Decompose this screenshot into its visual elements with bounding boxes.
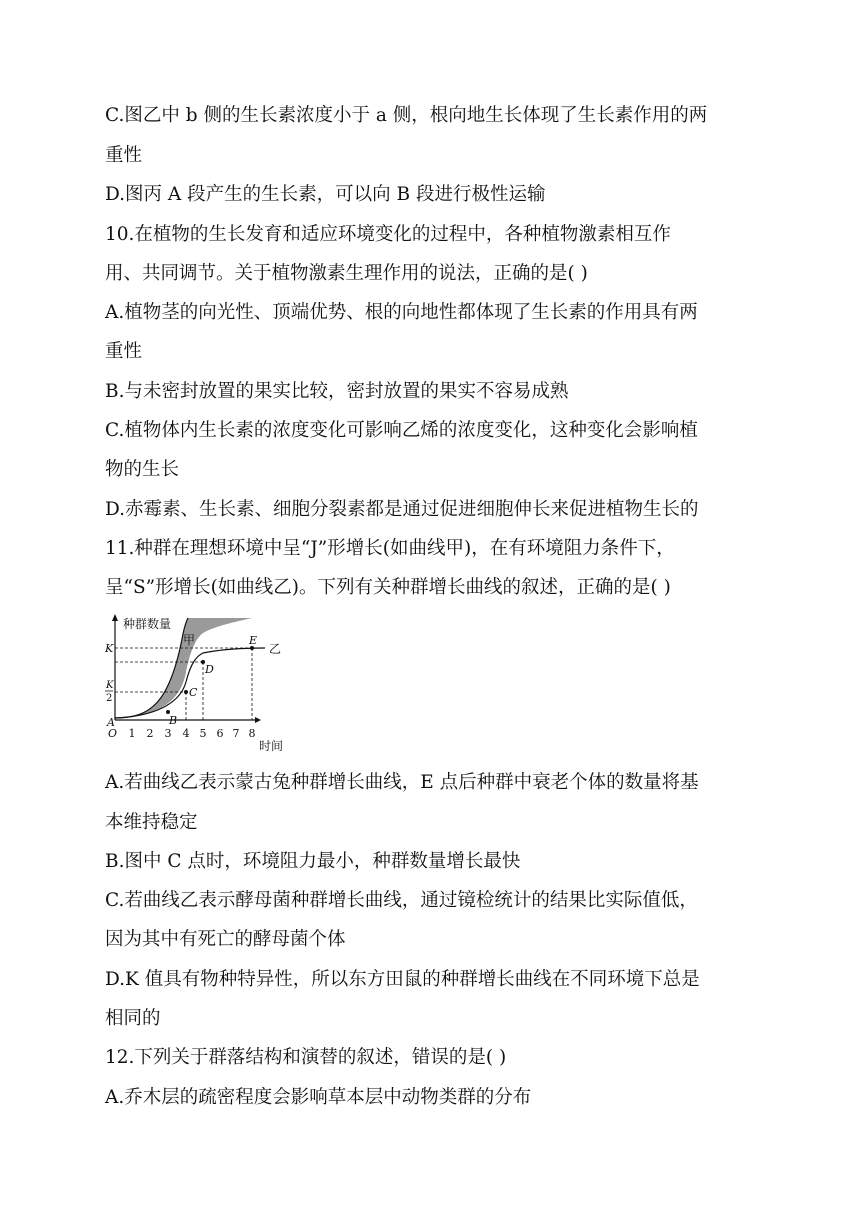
point-c-label: C	[189, 686, 198, 699]
population-growth-figure	[105, 612, 295, 754]
option-a: A.植物茎的向光性、顶端优势、根的向地性都体现了生长素的作用具有两	[105, 302, 698, 323]
x-tick-label: 6	[216, 727, 224, 740]
question-11-stem: 11.种群在理想环境中呈“J”形增长(如曲线甲)，在有环境阻力条件下，	[105, 538, 675, 559]
k-half-denominator: 2	[106, 693, 113, 704]
option-d: D.赤霉素、生长素、细胞分裂素都是通过促进细胞伸长来促进植物生长的	[105, 499, 699, 520]
option-a: A.若曲线乙表示蒙古兔种群增长曲线，E 点后种群中衰老个体的数量将基	[105, 772, 699, 793]
point-e-label: E	[249, 634, 258, 647]
text-line: 呈“S”形增长(如曲线乙)。下列有关种群增长曲线的叙述，正确的是( )	[105, 577, 671, 598]
k-half-numerator: K	[106, 680, 114, 691]
text-line: 相同的	[105, 1008, 161, 1029]
point-b-label: B	[169, 714, 178, 727]
x-axis-arrow	[255, 717, 261, 723]
point-c	[184, 690, 188, 694]
k-label: K	[105, 642, 114, 655]
text-line: C.图乙中 b 侧的生长素浓度小于 a 侧，根向地生长体现了生长素作用的两	[105, 105, 708, 126]
text-line: 本维持稳定	[105, 812, 198, 833]
text-line: D.图丙 A 段产生的生长素，可以向 B 段进行极性运输	[105, 184, 546, 205]
y-axis-arrow	[112, 614, 118, 621]
x-tick-label: 5	[199, 727, 207, 740]
curve-s	[115, 648, 265, 718]
option-c: C.植物体内生长素的浓度变化可影响乙烯的浓度变化，这种变化会影响植	[105, 420, 698, 441]
question-10-stem: 10.在植物的生长发育和适应环境变化的过程中，各种植物激素相互作	[105, 224, 671, 245]
x-tick-label: 4	[182, 727, 190, 740]
x-tick-label: 7	[232, 727, 240, 740]
option-a: A.乔木层的疏密程度会影响草本层中动物类群的分布	[105, 1087, 532, 1108]
text-line: 因为其中有死亡的酵母菌个体	[105, 929, 346, 950]
text-line: 用、共同调节。关于植物激素生理作用的说法，正确的是( )	[105, 263, 588, 284]
x-tick-label: 3	[164, 727, 172, 740]
x-axis-label: 时间	[259, 739, 284, 753]
y-axis-label: 种群数量	[123, 617, 172, 631]
option-b: B.与未密封放置的果实比较，密封放置的果实不容易成熟	[105, 381, 569, 402]
option-d: D.K 值具有物种特异性，所以东方田鼠的种群增长曲线在不同环境下总是	[105, 969, 700, 990]
text-line: 重性	[105, 341, 143, 362]
option-b: B.图中 C 点时，环境阻力最小，种群数量增长最快	[105, 851, 521, 872]
point-d-label: D	[205, 663, 214, 676]
option-c: C.若曲线乙表示酵母菌种群增长曲线，通过镜检统计的结果比实际值低，	[105, 890, 698, 911]
question-12-stem: 12.下列关于群落结构和演替的叙述，错误的是( )	[105, 1047, 507, 1068]
point-a-label: A	[107, 716, 115, 729]
origin-label: O	[108, 727, 118, 740]
curve-s-label: 乙	[269, 642, 282, 656]
curve-j-label: 甲	[183, 633, 196, 647]
x-tick-label: 1	[128, 727, 136, 740]
x-tick-label: 8	[248, 727, 256, 740]
text-line: 重性	[105, 145, 143, 166]
x-tick-label: 2	[146, 727, 154, 740]
text-line: 物的生长	[105, 459, 180, 480]
